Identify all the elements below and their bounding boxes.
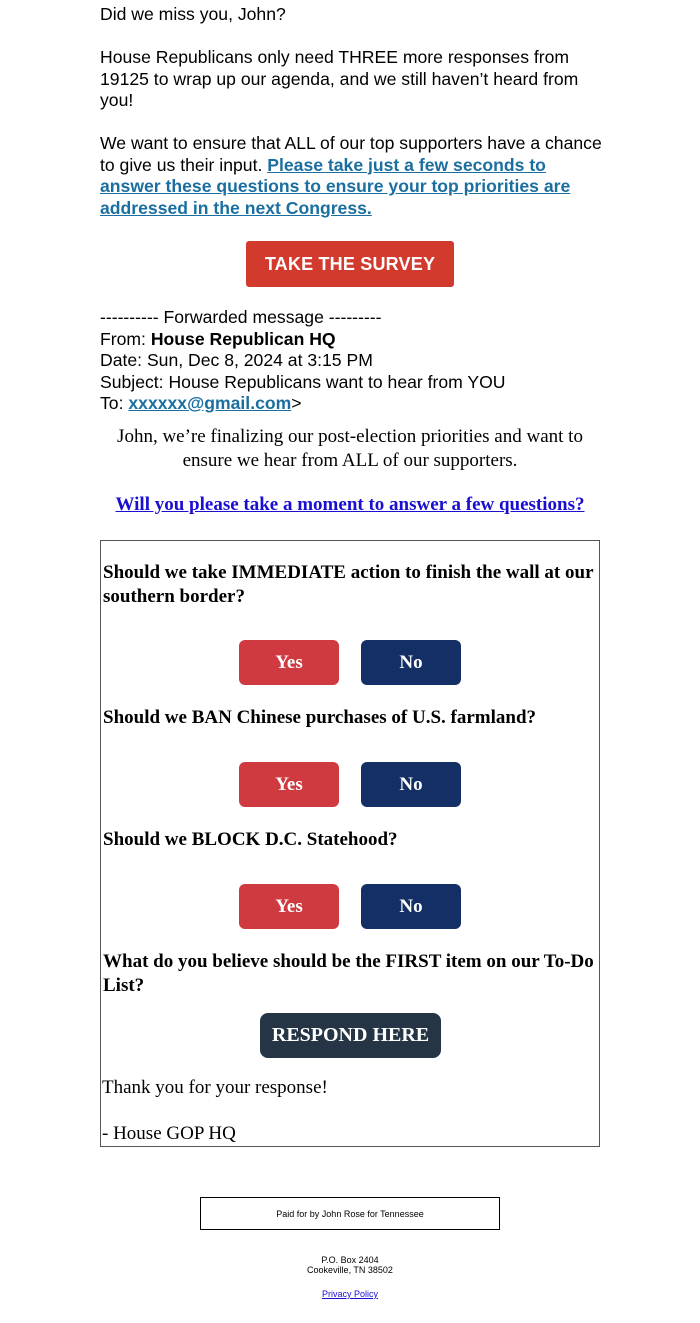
- answer-buttons-farmland: [239, 762, 461, 807]
- mailing-address: [200, 1255, 500, 1275]
- to-suffix: >: [291, 393, 302, 413]
- no-button[interactable]: No: [361, 884, 461, 929]
- priorities-link[interactable]: Please take just a few seconds to answer these questions to ensure your top priorities are addressed in the next Congress.: [100, 154, 571, 218]
- city-line: Cookeville, TN 38502: [307, 1265, 393, 1275]
- privacy-policy-link[interactable]: Privacy Policy: [321, 1289, 378, 1299]
- yes-button[interactable]: Yes: [239, 884, 339, 929]
- respond-here-button[interactable]: RESPOND HERE: [260, 1013, 441, 1058]
- no-button[interactable]: No: [361, 762, 461, 807]
- yes-button[interactable]: Yes: [239, 762, 339, 807]
- question-wall: Should we take IMMEDIATE action to finish the wall at our southern border?: [103, 562, 594, 607]
- privacy-line: [200, 1289, 500, 1299]
- answer-buttons-wall: [239, 640, 461, 685]
- to-email-link[interactable]: xxxxxx@gmail.com: [128, 393, 292, 413]
- no-button[interactable]: No: [361, 640, 461, 685]
- to-label: To:: [100, 393, 124, 413]
- date-line: Date: Sun, Dec 8, 2024 at 3:15 PM: [100, 350, 373, 370]
- signature: - House GOP HQ: [102, 1123, 236, 1144]
- answer-questions-link[interactable]: Will you please take a moment to answer a few questions?: [115, 494, 585, 515]
- po-box: P.O. Box 2404: [321, 1255, 379, 1265]
- greeting: Did we miss you, John?: [100, 4, 286, 24]
- ask-line: [100, 494, 600, 516]
- forwarded-header: [100, 307, 620, 415]
- to-line: [100, 393, 620, 415]
- from-label: From:: [100, 328, 146, 349]
- question-todo: What do you believe should be the FIRST item on our To-Do List?: [103, 951, 594, 996]
- take-survey-button[interactable]: TAKE THE SURVEY: [246, 241, 454, 287]
- intro-text: [100, 4, 610, 241]
- intro-paragraph-2: [100, 133, 610, 219]
- question-farmland: Should we BAN Chinese purchases of U.S. farmland?: [103, 707, 537, 728]
- forwarded-divider: ---------- Forwarded message ---------: [100, 307, 382, 327]
- yes-button[interactable]: Yes: [239, 640, 339, 685]
- lead-text: John, we’re finalizing our post-election priorities and want to ensure we hear from ALL of our supporters.: [117, 426, 583, 471]
- paid-for-disclaimer: Paid for by John Rose for Tennessee: [200, 1197, 500, 1230]
- intro-paragraph-1: House Republicans only need THREE more responses from 19125 to wrap up our agenda, and we still haven’t heard from you!: [100, 47, 579, 110]
- from-value: House Republican HQ: [150, 328, 336, 349]
- subject-line: Subject: House Republicans want to hear from YOU: [100, 371, 506, 392]
- from-line: [100, 329, 620, 351]
- question-statehood: Should we BLOCK D.C. Statehood?: [103, 829, 398, 850]
- intro-paragraph-2-text: We want to ensure that ALL of our top supporters have a chance to give us their input.: [100, 133, 602, 175]
- survey-box: [100, 540, 600, 1147]
- answer-buttons-statehood: [239, 884, 461, 929]
- thank-you-text: Thank you for your response!: [102, 1077, 328, 1098]
